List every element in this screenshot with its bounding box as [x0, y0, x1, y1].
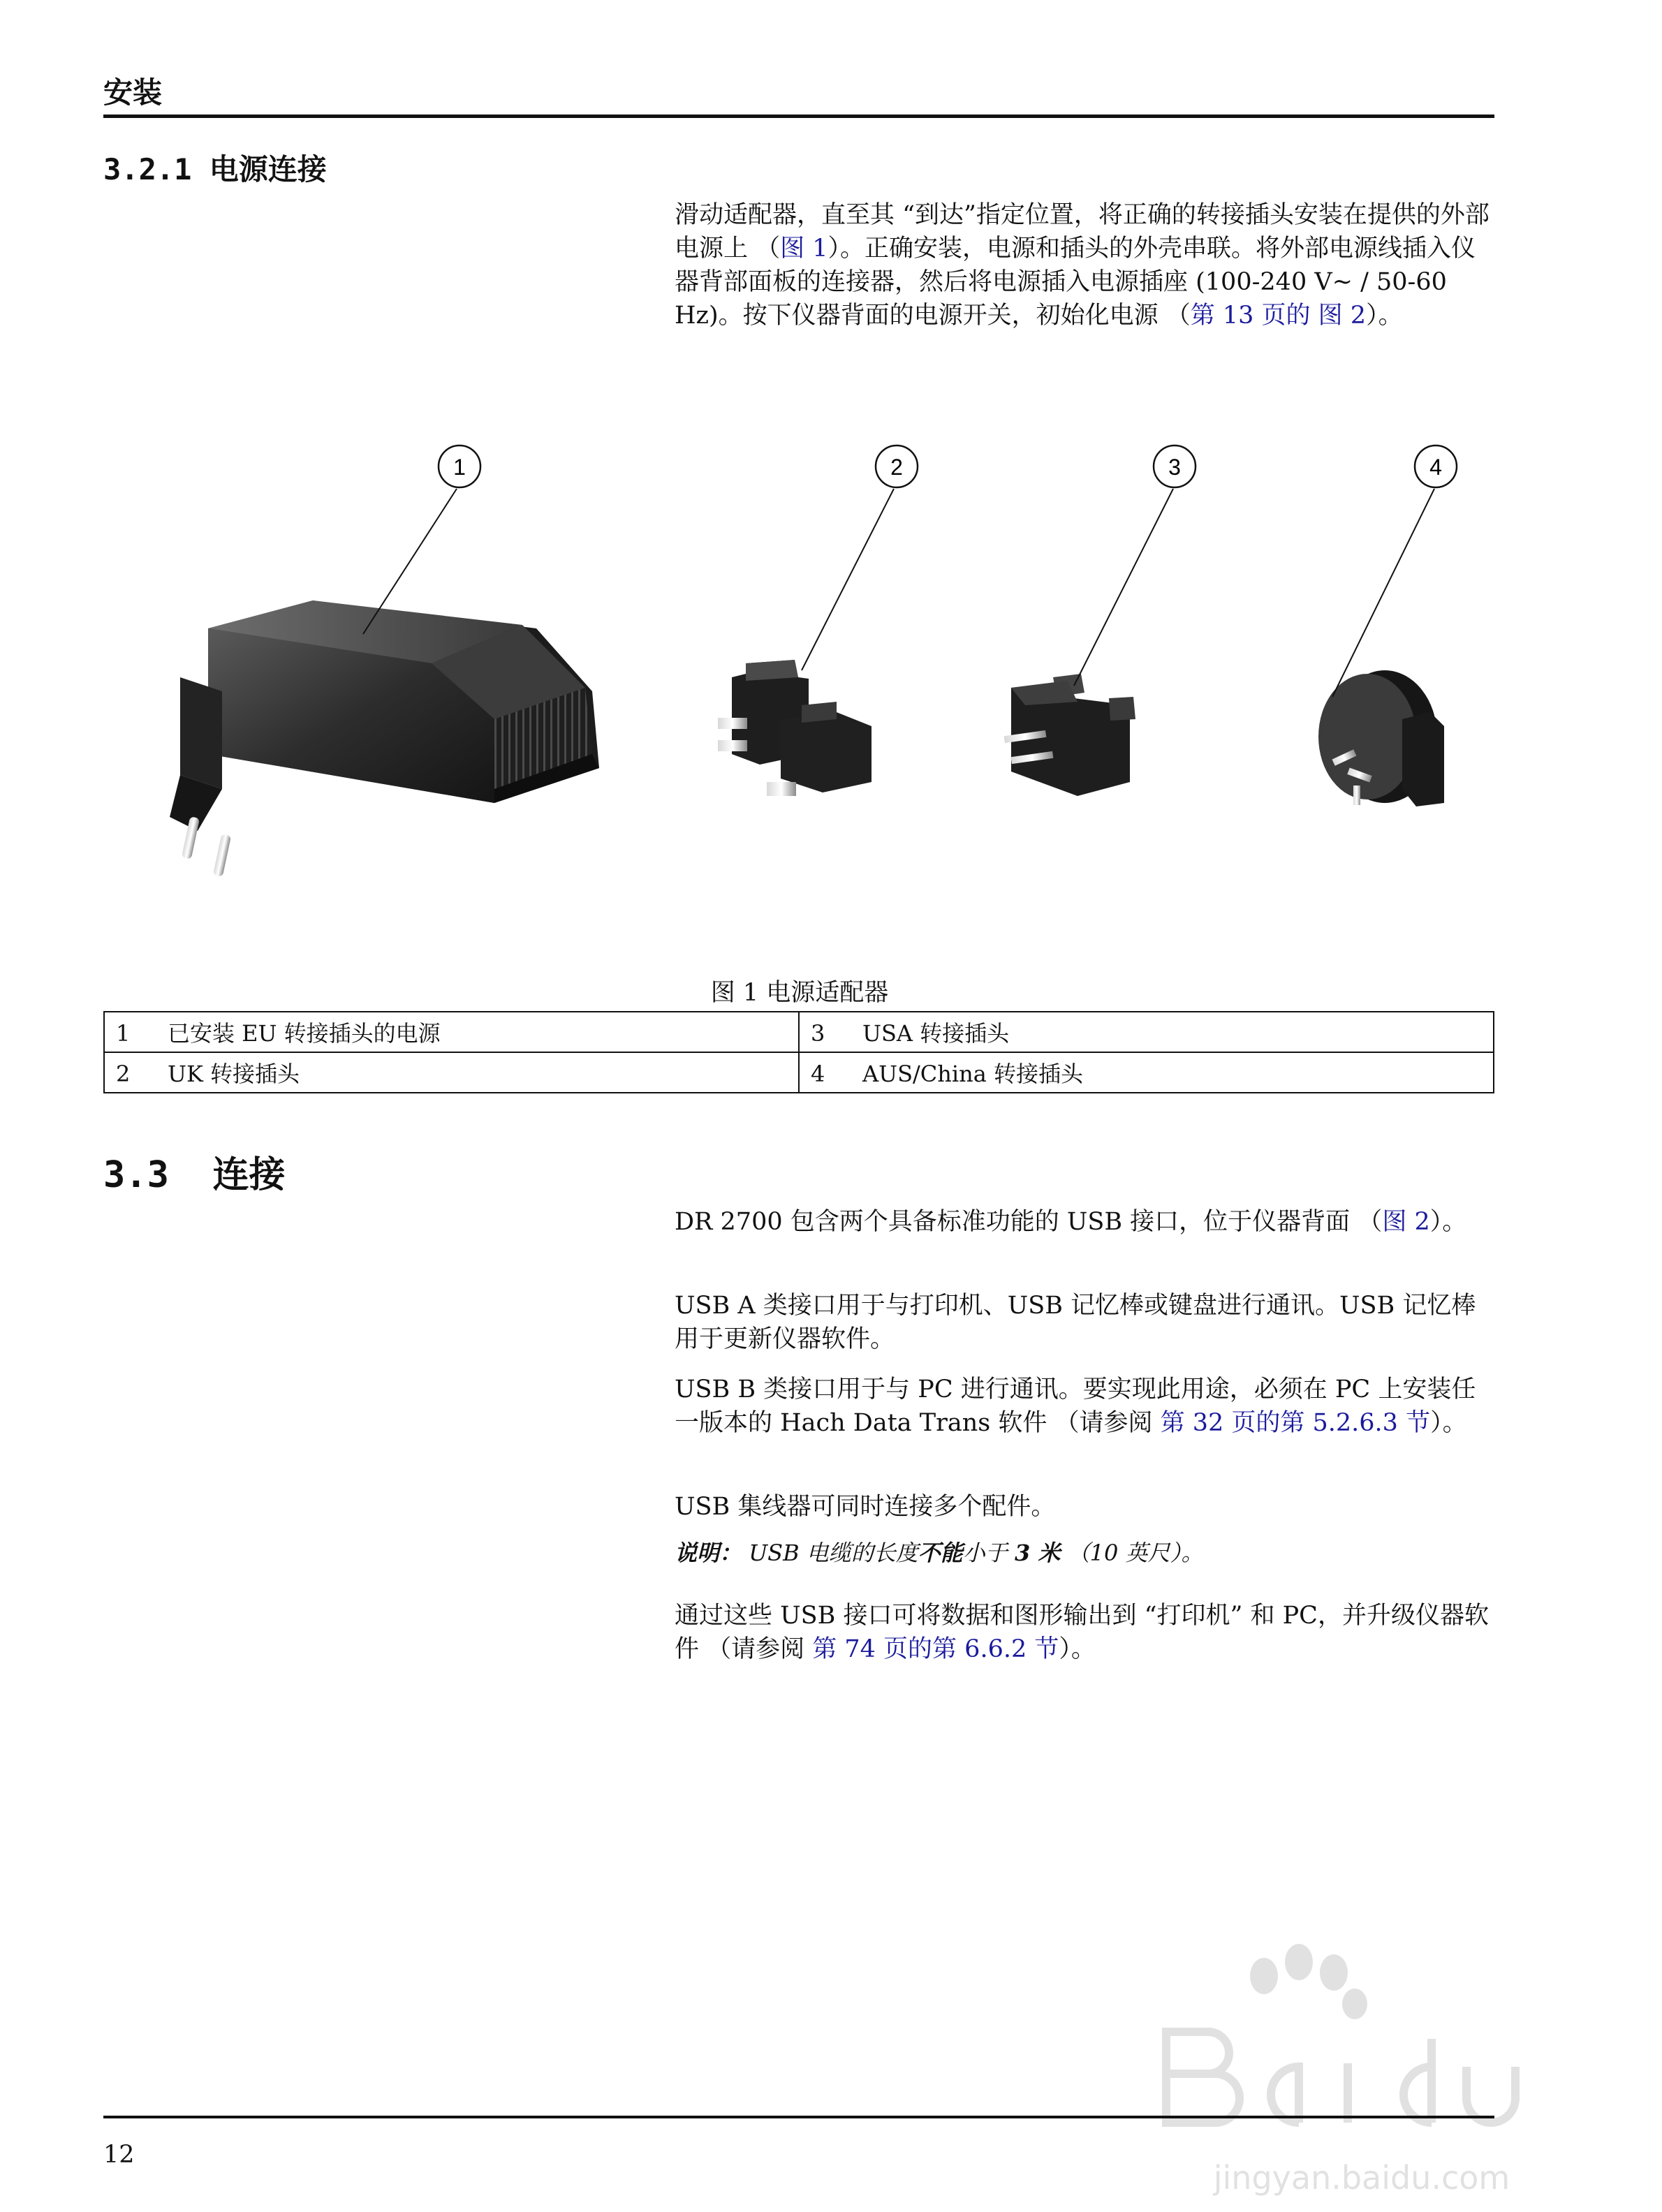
legend-cell — [104, 1052, 799, 1093]
usb-b-paragraph — [675, 1373, 1499, 1440]
para-text: ）。正确安装，电源和插头的外壳串联。将外部电源线插入仪器背部面板的连接器，然后将电源插入电源插座 (100-240 V~ / 50-60 Hz)。按下仪器背面的电源开关，初始化电源 （ — [675, 235, 1476, 330]
section-title: 电源连接 — [209, 152, 327, 186]
note-text: 小于 — [962, 1540, 1015, 1566]
legend-cell — [799, 1012, 1494, 1052]
usb-cable-note — [675, 1536, 1499, 1570]
legend-number: 2 — [116, 1061, 131, 1087]
callout-3 — [1154, 445, 1196, 487]
section-heading-3-2-1 — [103, 147, 327, 189]
legend-number: 3 — [811, 1020, 825, 1047]
para-text: 通过这些 USB 接口可将数据和图形输出到 “打印机” 和 PC，并升级仪器软件 （请参阅 — [675, 1602, 1489, 1663]
power-connection-paragraph — [675, 198, 1499, 332]
legend-text: 已安装 EU 转接插头的电源 — [168, 1020, 441, 1047]
para-text: 滑动适配器，直至其 “到达”指定位置，将正确的转接插头安装在提供的外部电源上 （ — [675, 201, 1490, 263]
callout-4 — [1415, 445, 1457, 487]
note-text: （10 英尺）。 — [1060, 1540, 1204, 1566]
watermark-url: jingyan.baidu.com — [1213, 2159, 1510, 2197]
para-text: ）。 — [1429, 1208, 1467, 1236]
legend-number: 4 — [811, 1061, 825, 1087]
power-supply-image — [170, 600, 599, 877]
note-text: USB 电缆的长度 — [742, 1540, 918, 1566]
section-heading-3-3 — [103, 1145, 286, 1197]
section-title: 连接 — [212, 1154, 286, 1196]
callout-number: 1 — [453, 455, 466, 480]
baidu-jingyan-watermark — [1138, 1934, 1571, 2206]
section-5-2-6-3-link[interactable]: 第 32 页的第 5.2.6.3 节 — [1160, 1409, 1431, 1437]
callout-number: 2 — [890, 455, 903, 480]
callout-2 — [876, 445, 918, 487]
table-row — [104, 1052, 1494, 1093]
legend-text: USA 转接插头 — [862, 1020, 1010, 1047]
usa-adapter-image — [1004, 674, 1135, 796]
legend-text: UK 转接插头 — [168, 1061, 300, 1087]
running-head: 安装 — [103, 75, 163, 110]
para-text: DR 2700 包含两个具备标准功能的 USB 接口，位于仪器背面 （ — [675, 1208, 1383, 1236]
figure-2-link[interactable]: 图 2 — [1382, 1208, 1430, 1236]
para-text: USB B 类接口用于与 PC 进行通讯。要实现此用途，必须在 PC 上安装任一版本的 Hach Data Trans 软件 （请参阅 — [675, 1376, 1476, 1437]
figure-caption: 图 1 电源适配器 — [710, 979, 889, 1007]
usb-output-paragraph — [675, 1599, 1499, 1666]
aus-china-adapter-image — [1318, 670, 1444, 806]
table-row — [104, 1012, 1494, 1052]
note-emphasis: 不能 — [918, 1540, 963, 1566]
usb-intro-paragraph — [675, 1205, 1499, 1239]
note-emphasis: 3 米 — [1014, 1540, 1061, 1566]
footer-rule — [103, 2116, 1494, 2118]
para-text: ）。 — [1430, 1409, 1467, 1437]
legend-text: AUS/China 转接插头 — [862, 1061, 1083, 1087]
callout-1 — [439, 445, 480, 487]
usb-hub-paragraph: USB 集线器可同时连接多个配件。 — [675, 1493, 1056, 1521]
section-number: 3.2.1 — [103, 152, 192, 186]
legend-cell — [104, 1012, 799, 1052]
figure-legend-table — [103, 1011, 1494, 1093]
section-number: 3.3 — [103, 1154, 169, 1196]
callout-number: 3 — [1168, 455, 1181, 480]
power-adapter-figure — [103, 426, 1494, 957]
section-6-6-2-link[interactable]: 第 74 页的第 6.6.2 节 — [812, 1635, 1059, 1663]
page-number: 12 — [103, 2141, 135, 2169]
callout-number: 4 — [1429, 455, 1442, 480]
legend-cell — [799, 1052, 1494, 1093]
note-label: 说明： — [675, 1540, 742, 1566]
legend-number: 1 — [116, 1020, 131, 1047]
uk-adapter-image — [718, 660, 872, 796]
figure-2-link[interactable]: 第 13 页的 图 2 — [1190, 302, 1367, 330]
usb-a-paragraph: USB A 类接口用于与打印机、USB 记忆棒或键盘进行通讯。USB 记忆棒用于更新仪器软件。 — [675, 1292, 1476, 1353]
header-rule — [103, 115, 1494, 118]
para-text: ）。 — [1366, 302, 1403, 330]
para-text: ）。 — [1059, 1635, 1096, 1663]
figure-1-link[interactable]: 图 1 — [780, 235, 828, 263]
